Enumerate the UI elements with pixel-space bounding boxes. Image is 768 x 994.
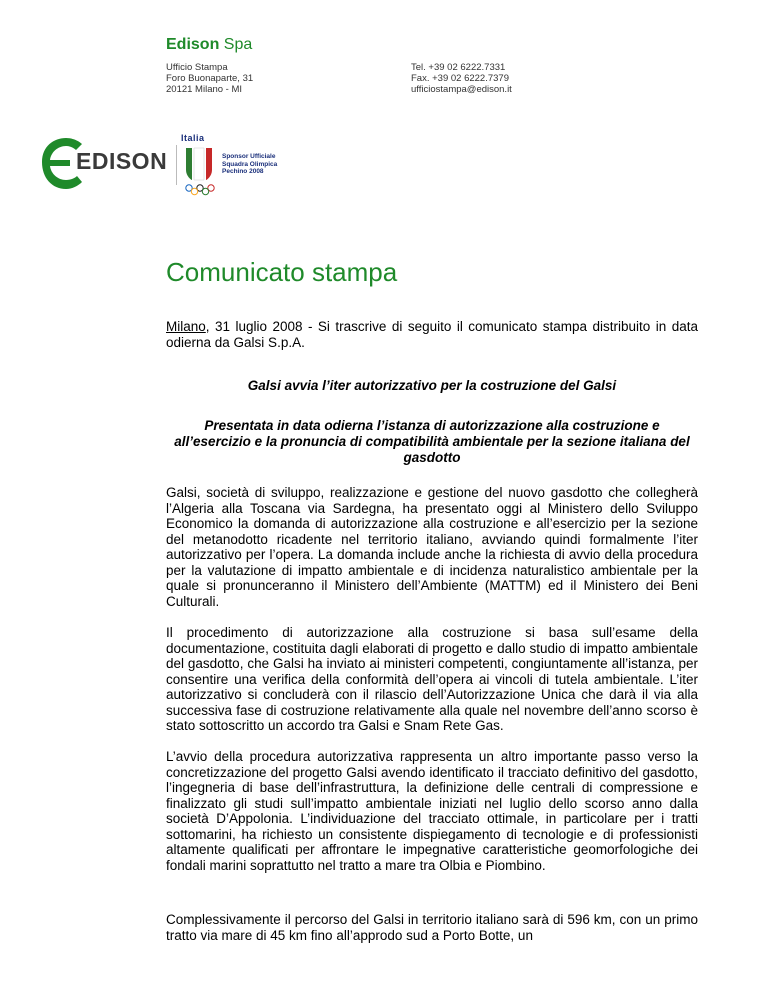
olympic-rings-icon <box>184 184 216 196</box>
sponsor-text <box>222 153 277 176</box>
body-paragraph-4 <box>166 912 698 943</box>
paragraph-text: Galsi, società di sviluppo, realizzazione e gestione del nuovo gasdotto che collegherà l’Algeria alla Toscana via Sardegna, ha presentato oggi al Ministero dello Sviluppo Economico la domanda di autorizzazione alla costruzione e all’esercizio per la sezione del metanodotto ricadente nel territorio italiano, avviando quindi formalmente l’iter autorizzativo per l’opera. La domanda include anche la richiesta di avvio della procedura per la valutazione di impatto ambientale e di incidenza naturalistico ambientale per la quale si pronunceranno il Ministero dell’Ambiente (MATTM) ed il Ministero dei Beni Culturali. <box>166 485 698 609</box>
paragraph-text: Complessivamente il percorso del Galsi in territorio italiano sarà di 596 km, con un primo tratto via mare di 45 km fino all’approdo sud a Porto Botte, un <box>166 912 698 943</box>
italia-logo-text: Italia <box>181 133 205 143</box>
paragraph-text: Il procedimento di autorizzazione alla costruzione si basa sull’esame della documentazione, costituita dagli elaborati di progetto e dallo studio di impatto ambientale del gasdotto, che Galsi ha inviato ai ministeri competenti, congiuntamente all’istanza, per consentire una verifica della conformità dell’opera ai vincoli di tutela ambientale. L’iter autorizzativo si concluderà con il rilascio dell’Autorizzazione Unica che darà il via alla successiva fase di costruzione relativamente alla quale nel novembre dell’anno scorso è stato sottoscritto un accordo tra Galsi e Snam Rete Gas. <box>166 625 698 733</box>
office-address <box>166 62 253 95</box>
body-paragraph-3 <box>166 749 698 873</box>
office-contacts <box>411 62 512 95</box>
company-name-text: Edison <box>166 36 220 53</box>
office-line: 20121 Milano - MI <box>166 84 243 95</box>
company-name <box>166 36 252 54</box>
subheadline: Presentata in data odierna l’istanza di autorizzazione alla costruzione e all’esercizio e la pronuncia di compatibilità ambientale per la sezione italiana del gasdotto <box>174 418 690 465</box>
document-title: Comunicato stampa <box>166 257 398 287</box>
sponsor-line: Pechino 2008 <box>222 168 264 175</box>
edison-logo-text: EDISON <box>76 148 168 174</box>
italia-emblem-icon <box>182 140 216 184</box>
company-suffix: Spa <box>223 36 253 53</box>
body-paragraph-1 <box>166 485 698 609</box>
intro-text: , 31 luglio 2008 - Si trascrive di seguito il comunicato stampa distribuito in data odierna da Galsi S.p.A. <box>166 319 698 350</box>
sponsor-line: Sponsor Ufficiale <box>222 153 276 160</box>
office-line: Ufficio Stampa <box>166 62 228 73</box>
logo-divider <box>176 145 177 185</box>
intro-paragraph <box>166 319 698 350</box>
paragraph-text: L’avvio della procedura autorizzativa rappresenta un altro importante passo verso la concretizzazione del progetto Galsi avendo identificato il tracciato definitivo del gasdotto, l’ingegneria di base dell’infrastruttura, la definizione delle centrali di compressione e finalizzato gli studi sull’impatto ambientale iniziati nel luglio dello scorso anno dalla società D’Appolonia. L’individuazione del tracciato ottimale, in particolare per i tratti sottomarini, ha richiesto un consistente dispiegamento di tecnologie e di professionisti altamente qualificati per affrontare le impegnative caratteristiche geomorfologiche dei fondali marini soprattutto nel tratto a mare tra Olbia e Piombino. <box>166 749 698 873</box>
email-address: ufficiostampa@edison.it <box>411 84 512 95</box>
fax-number: Fax. +39 02 6222.7379 <box>411 73 509 84</box>
city-name: Milano <box>166 319 206 334</box>
phone-number: Tel. +39 02 6222.7331 <box>411 62 506 73</box>
body-paragraph-2 <box>166 625 698 734</box>
office-line: Foro Buonaparte, 31 <box>166 73 254 84</box>
sponsor-line: Squadra Olimpica <box>222 160 278 168</box>
headline: Galsi avvia l’iter autorizzativo per la costruzione del Galsi <box>247 378 617 393</box>
